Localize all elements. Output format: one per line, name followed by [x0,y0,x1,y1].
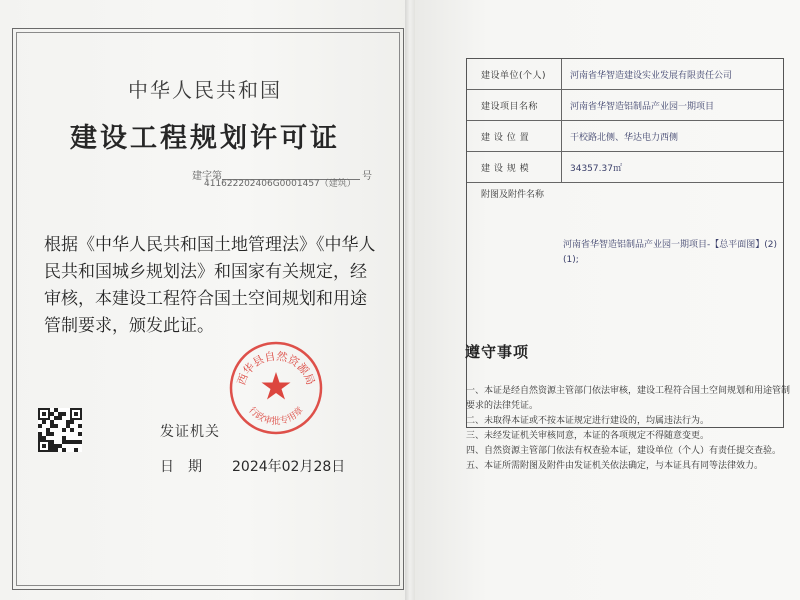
list-item: 三、未经发证机关审核同意，本证的各项规定不得随意变更。 [466,431,710,441]
list-item: 四、自然资源主管部门依法有权查验本证，建设单位（个人）有责任提交查验。 [466,446,782,456]
seal-bottom-text: 行政审批专用章 [246,405,306,427]
country-name: 中华人民共和国 [128,78,282,102]
row-label: 建 设 位 置 [467,121,562,151]
seal-top-text: 西华县自然资源局 [234,349,318,387]
list-item: 五、本证所需附图及附件由发证机关依法确定，与本证具有同等法律效力。 [466,461,764,471]
table-row [467,121,783,152]
list-item: 一、本证是经自然资源主管部门依法审核，建设工程符合国土空间规划和用途管制要求的法律凭证。 [466,386,791,411]
issuer-label: 发证机关 [160,424,220,440]
row-value: 河南省华智造铝制品产业园一期项目 [570,101,715,112]
table-row [467,90,783,121]
permit-suffix: 号 [362,171,372,182]
table-row [467,59,783,90]
qr-code-icon [38,408,82,452]
official-seal [228,340,324,436]
project-info-table [466,58,784,428]
row-value: 34357.37㎡ [570,163,622,174]
row-value: 河南省华智造建设实业发展有限责任公司 [570,70,733,81]
attachment-value: 河南省华智造铝制品产业园一期项目-【总平面图】(2)(1); [563,240,777,265]
issue-date: 2024年02月28日 [232,459,346,475]
seal-star [262,372,291,400]
certificate-title: 建设工程规划许可证 [70,123,340,154]
permit-prefix: 建字第 [192,171,222,182]
attachment-label: 附图及附件名称 [481,190,545,200]
permit-number: 411622202406G0001457（建筑） [204,179,356,189]
date-label: 日期 [160,459,216,475]
notes-title: 遵守事项 [465,343,530,361]
row-label: 建设单位(个人) [467,59,562,89]
row-label: 建 设 规 模 [467,152,562,182]
notes-list [466,384,796,474]
table-row [467,152,783,183]
certificate-body-text: 根据《中华人民共和国土地管理法》《中华人民共和国城乡规划法》和国家有关规定，经审核，本建设工程符合国土空间规划和用途管制要求，颁发此证。 [44,235,376,336]
svg-text:行政审批专用章 [246,404,305,427]
list-item: 二、未取得本证或不按本证规定进行建设的，均属违法行为。 [466,416,710,426]
row-value: 干校路北侧、华达电力西侧 [570,132,679,143]
row-label: 建设项目名称 [467,90,562,120]
